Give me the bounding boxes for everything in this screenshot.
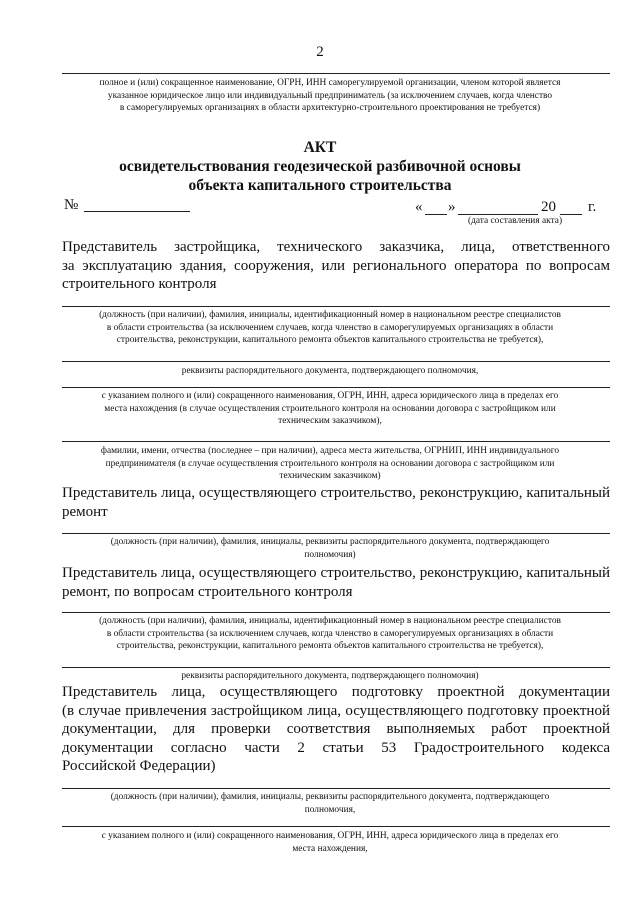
caption-line: предпринимателя (в случае осуществления строительного контроля на основании договора с застройщиком или	[105, 458, 555, 469]
heading-line: за эксплуатацию здания, сооружения, или регионального оператора по вопросам	[62, 257, 610, 274]
act-number-label: №	[64, 197, 79, 213]
caption-line: полномочия)	[304, 549, 356, 560]
heading-line: Российской Федерации)	[62, 758, 216, 774]
date-year-blank	[560, 214, 582, 215]
designer-org-caption	[40, 830, 620, 855]
sro-caption	[40, 77, 620, 115]
caption-line: фамилии, имени, отчества (последнее – при наличии), адреса места жительства, ОГРНИП, ИНН индивидуального	[100, 446, 560, 456]
date-close-quote: »	[448, 199, 456, 215]
builder-rep-heading	[62, 484, 610, 521]
caption-line: (должность (при наличии), фамилия, инициалы, идентификационный номер в национальном реестре специалистов	[99, 310, 561, 320]
builder-control-authority-blank	[62, 667, 610, 668]
heading-line: Представитель лица, осуществляющего подготовку проектной документации	[62, 684, 610, 700]
caption-line: в области строительства (за исключением случаев, когда членство в саморегулируемых организациях в области	[106, 322, 554, 333]
date-year-prefix: 20	[541, 199, 556, 215]
org-details-blank	[62, 387, 610, 388]
caption-line: указанное юридическое лицо или индивидуальный предприниматель (за исключением случаев, когда членство	[107, 90, 553, 101]
heading-line: строительного контроля	[62, 276, 217, 292]
heading-line: Представитель застройщика, технического заказчика, лица, ответственного	[62, 239, 610, 255]
org-details-caption	[40, 390, 620, 428]
authority-doc-blank	[62, 361, 610, 362]
developer-rep-heading	[62, 238, 610, 294]
title-subject: освидетельствования геодезической разбивочной основы	[119, 158, 521, 175]
heading-line: ремонт	[62, 503, 108, 520]
heading-line: ремонт, по вопросам строительного контроля	[62, 583, 353, 600]
heading-line: документации, для проверки соответствия выполняемых работ проектной	[62, 721, 610, 737]
builder-control-rep-blank	[62, 612, 610, 613]
caption-line: строительства, реконструкции, капитального ремонта объектов капитального строительства не требуется),	[116, 641, 544, 652]
title-act: АКТ	[303, 139, 337, 156]
designer-org-blank	[62, 826, 610, 827]
caption-line: в саморегулируемых организациях в области архитектурно-строительного проектирования не требуется)	[119, 103, 541, 114]
heading-line: Представитель лица, осуществляющего строительство, реконструкцию, капитальный	[62, 485, 610, 501]
caption-line: с указанием полного и (или) сокращенного наименования, ОГРН, ИНН, адреса юридического лица в пределах его	[101, 831, 559, 841]
caption-line: полное и (или) сокращенное наименование, ОГРН, ИНН саморегулируемой организации, членом которой является	[99, 78, 561, 88]
builder-rep-blank	[62, 533, 610, 534]
caption-line: в области строительства (за исключением случаев, когда членство в саморегулируемых организациях в области	[106, 628, 554, 639]
date-year-suffix: г.	[588, 199, 597, 215]
date-day-blank	[425, 214, 447, 215]
date-caption: (дата составления акта)	[468, 216, 563, 226]
page-number: 2	[316, 44, 324, 60]
caption-line: техническим заказчиком)	[279, 471, 381, 482]
builder-control-authority-caption: реквизиты распорядительного документа, подтверждающего полномочия)	[181, 671, 479, 681]
designer-rep-heading	[62, 683, 610, 776]
header-rule	[62, 73, 610, 74]
caption-line: места нахождения,	[292, 843, 368, 854]
heading-line: (в случае привлечения застройщиком лица, осуществляющего подготовку проектной	[62, 702, 610, 719]
title-object: объекта капитального строительства	[188, 177, 452, 194]
date-open-quote: «	[415, 199, 423, 215]
heading-line: документации согласно части 2 статьи 53 Градостроительного кодекса	[62, 739, 610, 756]
caption-line: полномочия,	[304, 804, 356, 815]
caption-line: строительства, реконструкции, капитального ремонта объектов капитального строительства не требуется),	[116, 335, 544, 346]
caption-line: техническим заказчиком),	[278, 416, 382, 427]
developer-rep-caption	[40, 309, 620, 347]
builder-control-rep-caption	[40, 615, 620, 653]
caption-line: (должность (при наличии), фамилия, инициалы, реквизиты распорядительного документа, подтверждающего	[110, 537, 550, 547]
document-title	[0, 138, 640, 195]
builder-control-rep-heading	[62, 564, 610, 601]
act-number-blank	[84, 211, 190, 212]
caption-line: (должность (при наличии), фамилия, инициалы, идентификационный номер в национальном реестре специалистов	[99, 616, 561, 626]
caption-line: с указанием полного и (или) сокращенного наименования, ОГРН, ИНН, адреса юридического лица в пределах его	[101, 391, 559, 401]
designer-rep-blank	[62, 788, 610, 789]
heading-line: Представитель лица, осуществляющего строительство, реконструкцию, капитальный	[62, 565, 610, 581]
caption-line: (должность (при наличии), фамилия, инициалы, реквизиты распорядительного документа, подтверждающего	[110, 792, 550, 802]
authority-doc-caption: реквизиты распорядительного документа, подтверждающего полномочия,	[181, 366, 479, 376]
caption-line: места нахождения (в случае осуществления строительного контроля на основании договора с застройщиком или	[104, 403, 556, 414]
builder-rep-caption	[40, 536, 620, 561]
designer-rep-caption	[40, 791, 620, 816]
developer-rep-blank	[62, 306, 610, 307]
entrepreneur-details-caption	[40, 445, 620, 483]
entrepreneur-details-blank	[62, 441, 610, 442]
